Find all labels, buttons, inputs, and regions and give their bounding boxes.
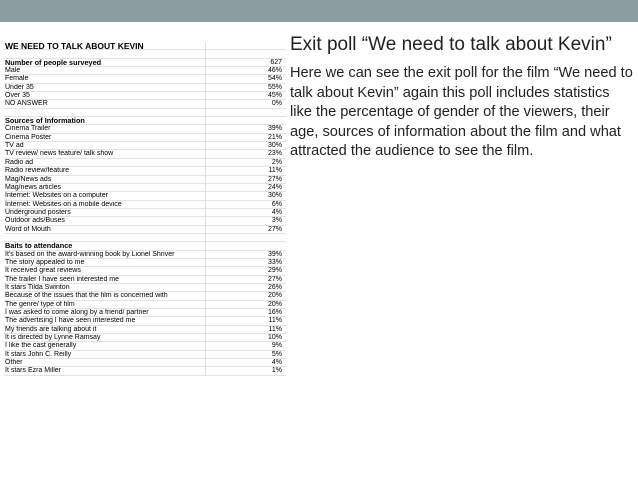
blank-row	[4, 109, 286, 117]
row-value: 46%	[267, 67, 282, 75]
table-row	[4, 125, 286, 133]
row-value: 54%	[267, 75, 282, 83]
blank-row	[4, 234, 286, 242]
row-label: Under 35	[5, 83, 34, 91]
row-label: Outdoor ads/Buses	[5, 217, 65, 225]
section-heading-row	[4, 59, 286, 67]
row-value: 33%	[267, 258, 282, 266]
row-value: 5%	[271, 350, 282, 358]
row-label: Mag/news articles	[5, 183, 62, 191]
sheet-title-row	[4, 42, 286, 50]
row-label: Because of the issues that the film is concerned with	[5, 292, 168, 300]
slide-body: Here we can see the exit poll for the film “We need to talk about Kevin” again this poll includes statistics like the percentage of gender of the viewers, their age, sources of information about the film and what attracted the audience to see the film.	[290, 65, 633, 159]
table-row	[4, 209, 286, 217]
row-value: 1%	[271, 367, 282, 375]
row-value: 2%	[271, 158, 282, 166]
row-value: 29%	[267, 267, 282, 275]
table-row	[4, 192, 286, 200]
row-label: Radio review/feature	[5, 167, 70, 175]
row-value: 45%	[267, 92, 282, 100]
row-value: 39%	[267, 125, 282, 133]
row-label: TV ad	[5, 142, 24, 150]
row-value: 55%	[267, 83, 282, 91]
row-value: 27%	[267, 225, 282, 233]
row-label: It stars Ezra Miller	[5, 367, 62, 375]
table-row	[4, 284, 286, 292]
row-label: Internet: Websites on a mobile device	[5, 200, 122, 208]
row-label: NO ANSWER	[5, 100, 48, 108]
row-value: 23%	[267, 150, 282, 158]
row-label: Female	[5, 75, 29, 83]
row-value: 4%	[271, 208, 282, 216]
row-label: It's based on the award-winning book by Lionel Shriver	[5, 250, 175, 258]
row-value: 30%	[267, 192, 282, 200]
table-row	[4, 75, 286, 83]
table-row	[4, 134, 286, 142]
table-row	[4, 342, 286, 350]
table-row	[4, 142, 286, 150]
row-value: 9%	[271, 342, 282, 350]
row-label: It received great reviews	[5, 267, 81, 275]
row-label: Internet: Websites on a computer	[5, 192, 108, 200]
row-value: 20%	[267, 292, 282, 300]
row-label: Over 35	[5, 92, 30, 100]
table-row	[4, 301, 286, 309]
sheet-title: WE NEED TO TALK ABOUT KEVIN	[5, 42, 144, 51]
table-row	[4, 159, 286, 167]
row-label: I like the cast generally	[5, 342, 77, 350]
table-row	[4, 359, 286, 367]
table-row	[4, 309, 286, 317]
section-heading-row	[4, 242, 286, 250]
table-row	[4, 84, 286, 92]
row-label: Male	[5, 67, 21, 75]
row-value: 10%	[267, 334, 282, 342]
row-label: TV review/ news feature/ talk show	[5, 150, 114, 158]
row-label: It stars John C. Reilly	[5, 350, 72, 358]
table-row	[4, 226, 286, 234]
row-value: 11%	[268, 317, 282, 325]
row-label: Sources of Information	[5, 117, 85, 126]
row-value: 16%	[267, 309, 282, 316]
row-label: It is directed by Lynne Ramsay	[5, 334, 101, 342]
row-label: Other	[5, 359, 23, 367]
table-row	[4, 67, 286, 75]
row-value: 21%	[267, 133, 282, 141]
row-label: Underground posters	[5, 208, 71, 216]
table-row	[4, 326, 286, 334]
row-value: 24%	[267, 183, 282, 191]
table-row	[4, 292, 286, 300]
row-value: 30%	[267, 142, 282, 150]
section-heading-row	[4, 117, 286, 125]
slide-text-panel	[290, 32, 635, 162]
row-value: 6%	[271, 200, 282, 208]
slide-title: Exit poll “We need to talk about Kevin”	[290, 34, 612, 55]
row-label: Word of Mouth	[5, 225, 51, 233]
table-row	[4, 276, 286, 284]
row-value: 39%	[267, 250, 282, 258]
poll-spreadsheet	[4, 42, 286, 376]
row-label: The advertising I have seen interested me	[5, 317, 136, 325]
table-row	[4, 267, 286, 275]
slide-header-bar	[0, 0, 638, 22]
row-label: The story appealed to me	[5, 258, 85, 266]
table-row	[4, 334, 286, 342]
row-value: 4%	[271, 359, 282, 367]
row-value: 26%	[267, 283, 282, 291]
row-value: 27%	[267, 275, 282, 283]
row-label: The genre/ type of film	[5, 300, 75, 308]
row-value: 11%	[268, 167, 282, 175]
table-row	[4, 217, 286, 225]
blank-row	[4, 50, 286, 58]
table-row	[4, 367, 286, 375]
table-row	[4, 150, 286, 158]
row-value: 11%	[268, 325, 282, 333]
row-label: I was asked to come along by a friend/ partner	[5, 309, 149, 316]
row-label: The trailer I have seen interested me	[5, 275, 120, 283]
row-label: Radio ad	[5, 158, 34, 166]
table-row	[4, 176, 286, 184]
table-row	[4, 201, 286, 209]
table-row	[4, 317, 286, 325]
row-label: Mag/News ads	[5, 175, 52, 183]
row-value: 627	[270, 58, 282, 66]
row-label: Baits to attendance	[5, 242, 73, 251]
table-row	[4, 167, 286, 175]
row-label: It stars Tilda Swinton	[5, 283, 70, 291]
row-label: Cinema Poster	[5, 133, 52, 141]
table-row	[4, 251, 286, 259]
row-value: 0%	[271, 100, 282, 108]
table-row	[4, 184, 286, 192]
row-label: My friends are talking about it	[5, 325, 97, 333]
table-row	[4, 351, 286, 359]
table-row	[4, 259, 286, 267]
row-label: Number of people surveyed	[5, 58, 102, 67]
table-row	[4, 92, 286, 100]
row-value: 3%	[271, 217, 282, 225]
row-value: 27%	[267, 175, 282, 183]
row-label: Cinema Trailer	[5, 125, 51, 133]
row-value: 20%	[267, 300, 282, 308]
table-row	[4, 100, 286, 108]
